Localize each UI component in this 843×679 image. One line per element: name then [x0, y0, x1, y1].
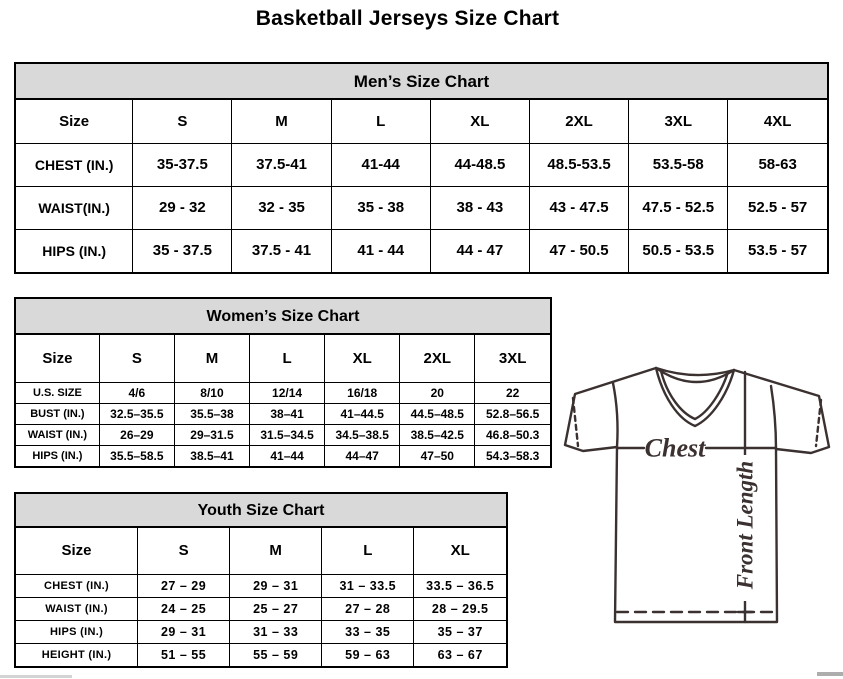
measurement-value-cell: 44-48.5: [430, 143, 529, 186]
youth-size-table: [16, 528, 506, 666]
measurement-value-cell: 20: [400, 382, 475, 403]
size-column-header: 4XL: [728, 100, 827, 143]
size-column-header: 2XL: [529, 100, 628, 143]
measurement-value-cell: 55 – 59: [230, 643, 322, 666]
measurement-row: [16, 403, 550, 424]
measurement-value-cell: 46.8–50.3: [475, 424, 550, 445]
measurement-value-cell: 31 – 33.5: [322, 574, 414, 597]
size-column-header: L: [322, 528, 414, 574]
measurement-value-cell: 37.5-41: [232, 143, 331, 186]
measurement-value-cell: 50.5 - 53.5: [629, 229, 728, 272]
measurement-value-cell: 16/18: [325, 382, 400, 403]
measurement-value-cell: 12/14: [250, 382, 325, 403]
size-column-header: XL: [325, 335, 400, 382]
measurement-row: [16, 424, 550, 445]
measurement-row: [16, 620, 506, 643]
measurement-value-cell: 32 - 35: [232, 186, 331, 229]
measurement-value-cell: 37.5 - 41: [232, 229, 331, 272]
measurement-row-label: HEIGHT (IN.): [16, 643, 138, 666]
measurement-value-cell: 41–44: [250, 445, 325, 466]
right-sleeve-seam: [771, 386, 776, 449]
measurement-value-cell: 41 - 44: [331, 229, 430, 272]
measurement-value-cell: 47 - 50.5: [529, 229, 628, 272]
size-column-header: XL: [414, 528, 506, 574]
size-column-header: 3XL: [629, 100, 728, 143]
measurement-value-cell: 35 - 37.5: [133, 229, 232, 272]
measurement-value-cell: 44–47: [325, 445, 400, 466]
womens-size-chart: [14, 297, 552, 468]
measurement-value-cell: 34.5–38.5: [325, 424, 400, 445]
measurement-value-cell: 44 - 47: [430, 229, 529, 272]
measurement-value-cell: 31.5–34.5: [250, 424, 325, 445]
measurement-value-cell: 53.5 - 57: [728, 229, 827, 272]
measurement-value-cell: 63 – 67: [414, 643, 506, 666]
size-header-row: [16, 335, 550, 382]
measurement-row-label: CHEST (IN.): [16, 143, 133, 186]
measurement-row: [16, 643, 506, 666]
measurement-row-label: CHEST (IN.): [16, 574, 138, 597]
size-column-header: S: [99, 335, 174, 382]
size-column-header: M: [232, 100, 331, 143]
size-column-header: 2XL: [400, 335, 475, 382]
size-column-header: M: [174, 335, 249, 382]
measurement-value-cell: 54.3–58.3: [475, 445, 550, 466]
mens-size-chart-title: Men’s Size Chart: [16, 64, 827, 100]
size-column-header: L: [331, 100, 430, 143]
measurement-value-cell: 41–44.5: [325, 403, 400, 424]
measurement-row-label: WAIST(IN.): [16, 186, 133, 229]
measurement-value-cell: 29 - 32: [133, 186, 232, 229]
measurement-value-cell: 52.5 - 57: [728, 186, 827, 229]
jersey-measurement-diagram: [556, 363, 838, 627]
measurement-value-cell: 38.5–41: [174, 445, 249, 466]
measurement-value-cell: 58-63: [728, 143, 827, 186]
measurement-value-cell: 53.5-58: [629, 143, 728, 186]
measurement-value-cell: 38–41: [250, 403, 325, 424]
measurement-row-label: WAIST (IN.): [16, 424, 99, 445]
measurement-row-label: HIPS (IN.): [16, 445, 99, 466]
measurement-value-cell: 41-44: [331, 143, 430, 186]
measurement-value-cell: 33.5 – 36.5: [414, 574, 506, 597]
measurement-value-cell: 29–31.5: [174, 424, 249, 445]
measurement-value-cell: 35-37.5: [133, 143, 232, 186]
measurement-value-cell: 33 – 35: [322, 620, 414, 643]
measurement-value-cell: 52.8–56.5: [475, 403, 550, 424]
youth-size-chart: [14, 492, 508, 668]
mens-size-table: [16, 100, 827, 272]
measurement-row-label: HIPS (IN.): [16, 620, 138, 643]
measurement-value-cell: 51 – 55: [138, 643, 230, 666]
measurement-value-cell: 38.5–42.5: [400, 424, 475, 445]
horizontal-scrollbar-fragment-right[interactable]: [817, 672, 843, 676]
measurement-value-cell: 24 – 25: [138, 597, 230, 620]
size-label-header: Size: [16, 100, 133, 143]
measurement-value-cell: 35.5–38: [174, 403, 249, 424]
measurement-value-cell: 27 – 28: [322, 597, 414, 620]
measurement-row: [16, 229, 827, 272]
measurement-value-cell: 26–29: [99, 424, 174, 445]
measurement-value-cell: 8/10: [174, 382, 249, 403]
measurement-value-cell: 4/6: [99, 382, 174, 403]
measurement-value-cell: 25 – 27: [230, 597, 322, 620]
page-title: Basketball Jerseys Size Chart: [255, 7, 560, 30]
measurement-value-cell: 31 – 33: [230, 620, 322, 643]
size-column-header: S: [133, 100, 232, 143]
measurement-value-cell: 29 – 31: [138, 620, 230, 643]
youth-size-chart-title: Youth Size Chart: [16, 494, 506, 528]
mens-size-chart: [14, 62, 829, 274]
measurement-value-cell: 35 - 38: [331, 186, 430, 229]
measurement-value-cell: 48.5-53.5: [529, 143, 628, 186]
measurement-row-label: BUST (IN.): [16, 403, 99, 424]
size-column-header: 3XL: [475, 335, 550, 382]
size-label-header: Size: [16, 335, 99, 382]
measurement-value-cell: 22: [475, 382, 550, 403]
measurement-row: [16, 186, 827, 229]
measurement-value-cell: 38 - 43: [430, 186, 529, 229]
measurement-value-cell: 32.5–35.5: [99, 403, 174, 424]
measurement-row: [16, 143, 827, 186]
measurement-row-label: HIPS (IN.): [16, 229, 133, 272]
measurement-value-cell: 27 – 29: [138, 574, 230, 597]
measurement-row: [16, 597, 506, 620]
measurement-row: [16, 382, 550, 403]
womens-size-table: [16, 335, 550, 466]
horizontal-scrollbar-fragment-left[interactable]: [0, 675, 72, 678]
measurement-value-cell: 35 – 37: [414, 620, 506, 643]
measurement-value-cell: 47.5 - 52.5: [629, 186, 728, 229]
size-column-header: S: [138, 528, 230, 574]
measurement-value-cell: 43 - 47.5: [529, 186, 628, 229]
measurement-value-cell: 29 – 31: [230, 574, 322, 597]
size-header-row: [16, 100, 827, 143]
measurement-value-cell: 44.5–48.5: [400, 403, 475, 424]
measurement-row: [16, 445, 550, 466]
chest-measure-label: Chest: [644, 433, 706, 463]
measurement-row-label: WAIST (IN.): [16, 597, 138, 620]
size-column-header: M: [230, 528, 322, 574]
measurement-row-label: U.S. SIZE: [16, 382, 99, 403]
measurement-value-cell: 35.5–58.5: [99, 445, 174, 466]
womens-size-chart-title: Women’s Size Chart: [16, 299, 550, 335]
size-column-header: XL: [430, 100, 529, 143]
measurement-value-cell: 28 – 29.5: [414, 597, 506, 620]
size-label-header: Size: [16, 528, 138, 574]
left-sleeve-seam: [613, 383, 618, 447]
measurement-value-cell: 59 – 63: [322, 643, 414, 666]
size-header-row: [16, 528, 506, 574]
measurement-value-cell: 47–50: [400, 445, 475, 466]
jersey-outline-shape: [565, 368, 829, 622]
front-length-measure-label: Front Length: [732, 460, 758, 590]
measurement-row: [16, 574, 506, 597]
size-column-header: L: [250, 335, 325, 382]
